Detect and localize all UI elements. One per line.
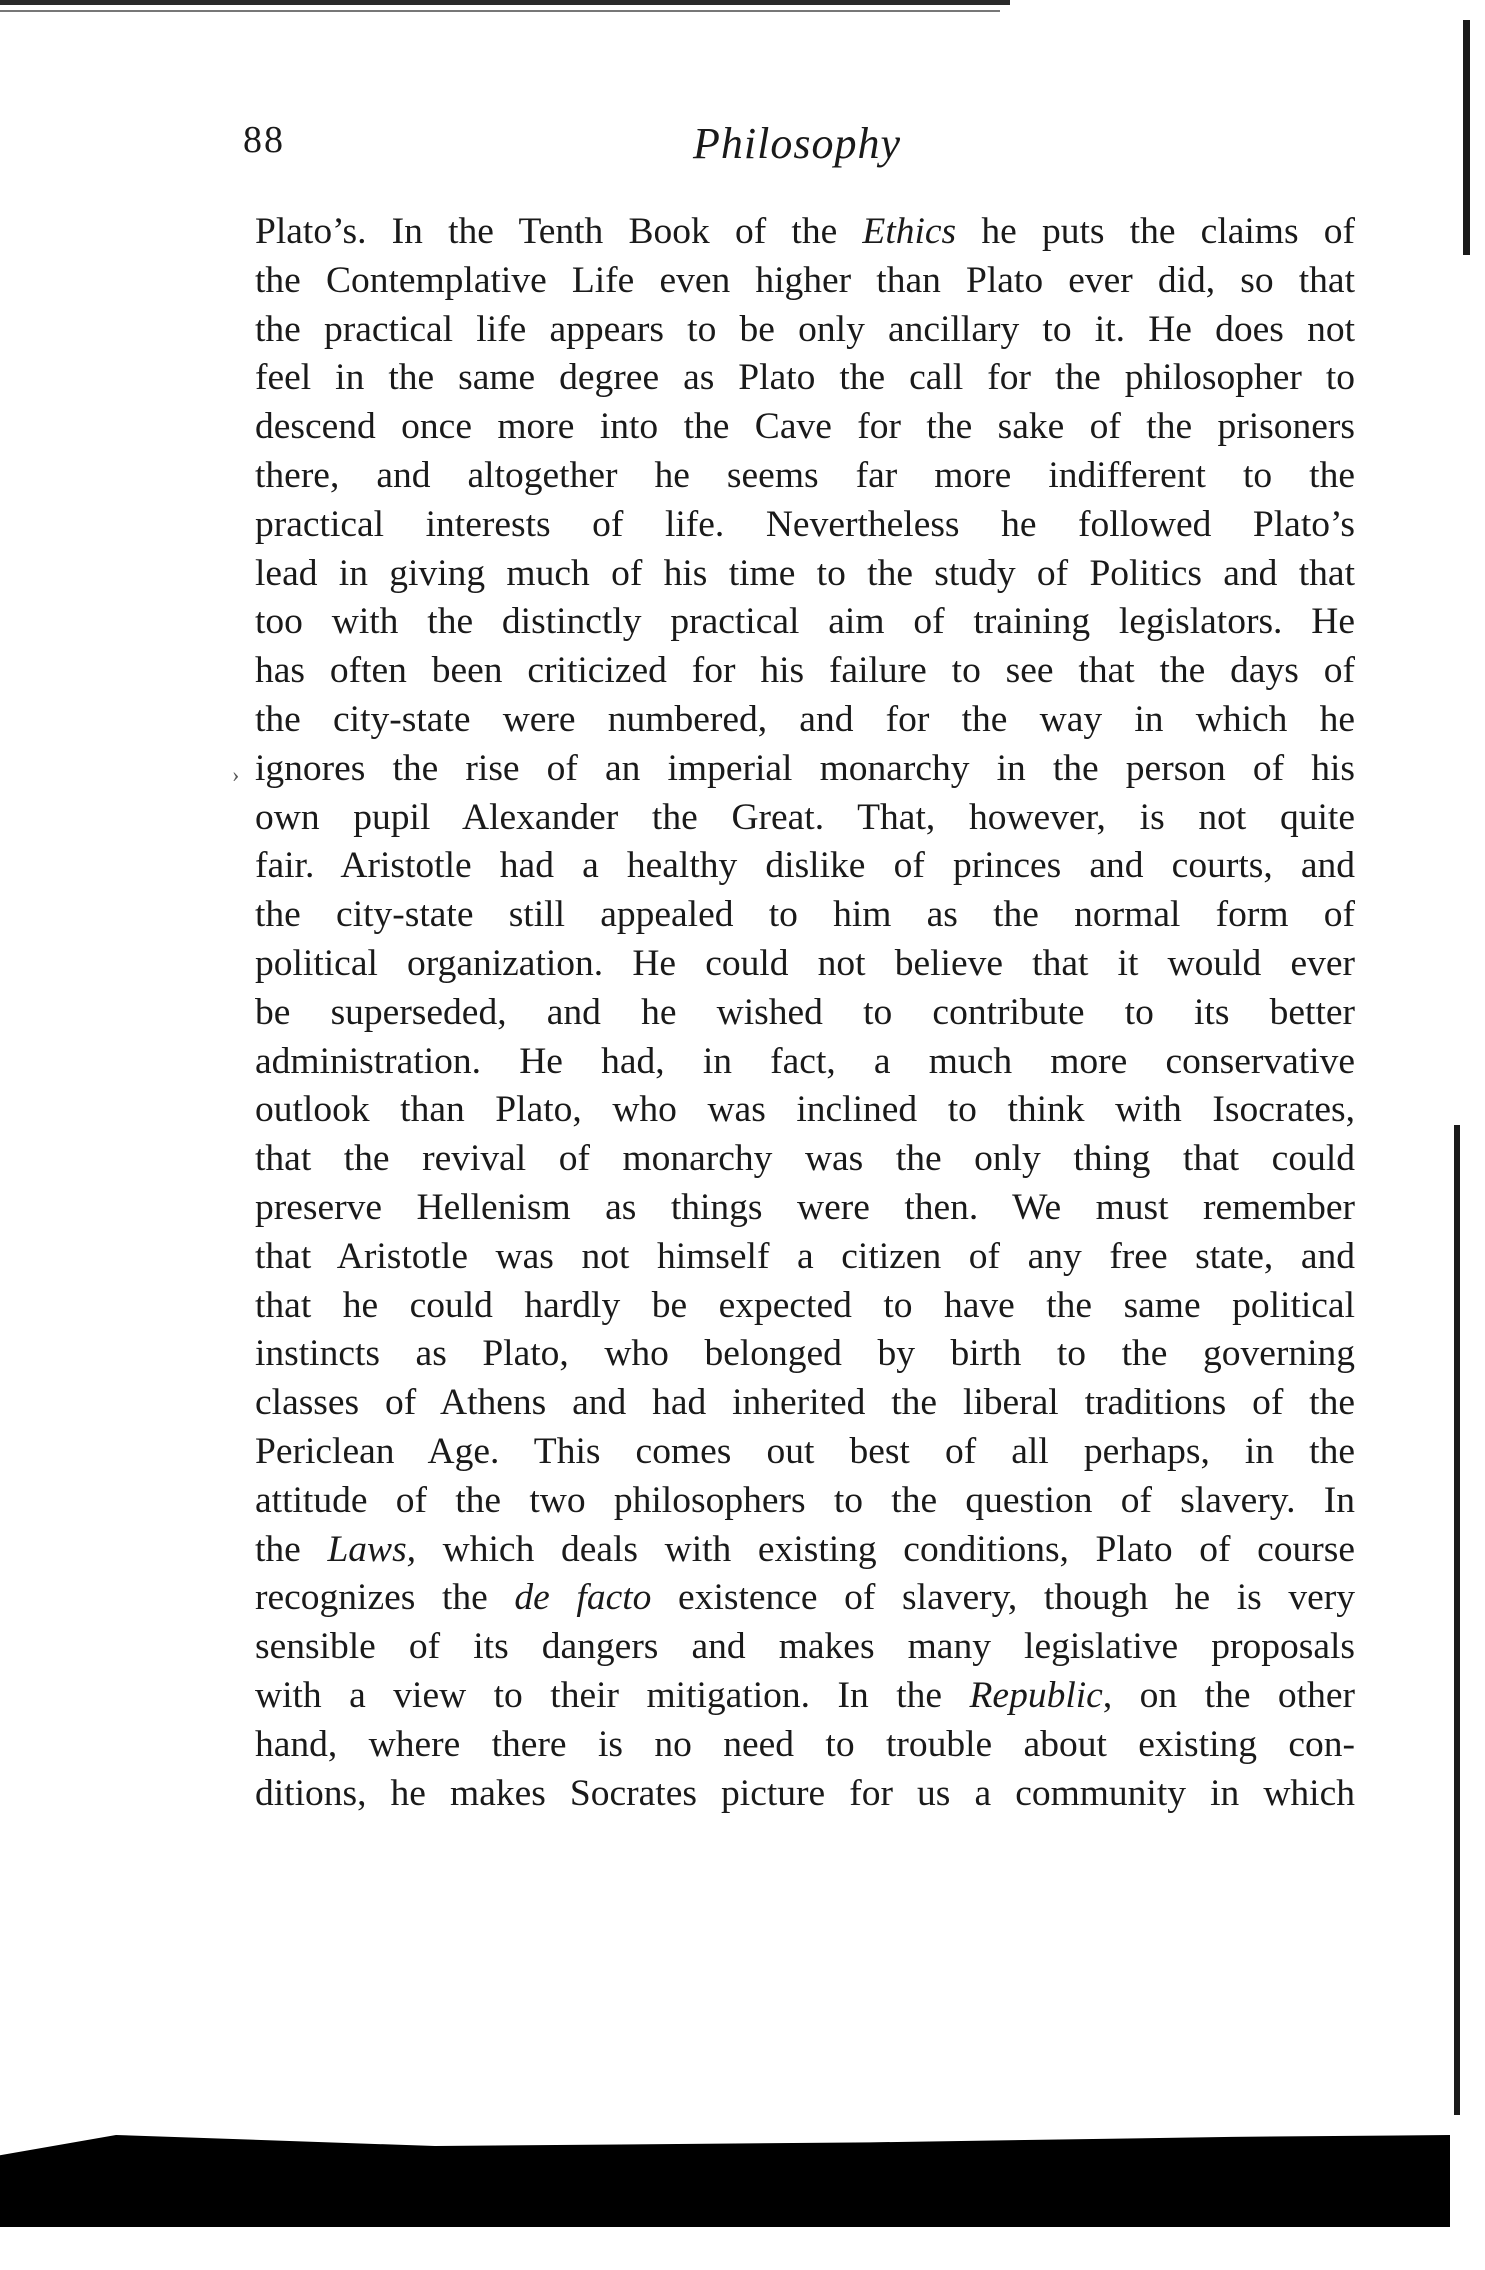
text-segment: lead in giving much of his time to the study of Politics and that xyxy=(255,552,1355,594)
text-segment: existence of slavery, though he is very xyxy=(651,1577,1356,1619)
text-segment: be superseded, and he wished to contribute to its better xyxy=(255,991,1355,1033)
text-segment: there, and altogether he seems far more indifferent to the xyxy=(255,454,1355,496)
text-line xyxy=(255,1721,1355,1770)
text-segment: descend once more into the Cave for the sake of the prisoners xyxy=(255,406,1355,448)
text-line xyxy=(255,598,1355,647)
text-line xyxy=(255,550,1355,599)
text-line xyxy=(255,1526,1355,1575)
italic-text: de facto xyxy=(514,1577,652,1619)
italic-text: Republic xyxy=(969,1674,1103,1716)
text-segment: which deals with existing conditions, Plato of course xyxy=(416,1528,1355,1570)
text-segment: instincts as Plato, who belonged by birth to the governing xyxy=(255,1333,1355,1375)
text-segment: the city-state still appealed to him as the normal form of xyxy=(255,894,1355,936)
text-segment: Plato’s. In the Tenth Book of the xyxy=(255,211,863,252)
text-segment: political organization. He could not believe that it would ever xyxy=(255,942,1355,984)
scan-bottom-edge xyxy=(0,2135,1450,2227)
text-line xyxy=(255,306,1355,355)
text-line xyxy=(255,354,1355,403)
text-line xyxy=(255,1574,1355,1623)
text-segment: feel in the same degree as Plato the call for the philosopher to xyxy=(255,357,1355,399)
text-line xyxy=(255,1330,1355,1379)
text-line xyxy=(255,696,1355,745)
page-number: 88 xyxy=(243,119,285,161)
text-segment: the city-state were numbered, and for the way in which he xyxy=(255,698,1355,740)
italic-text: Ethics xyxy=(862,211,957,252)
text-segment: that he could hardly be expected to have the same political xyxy=(255,1284,1355,1326)
text-line xyxy=(255,208,1355,257)
text-line xyxy=(255,1379,1355,1428)
text-segment: has often been criticized for his failure to see that the days of xyxy=(255,650,1355,692)
text-line xyxy=(255,989,1355,1038)
text-line xyxy=(255,794,1355,843)
text-segment: ditions, he makes Socrates picture for us a community in which xyxy=(255,1772,1355,1814)
text-segment: attitude of the two philosophers to the question of slavery. In xyxy=(255,1479,1355,1521)
text-line xyxy=(255,1086,1355,1135)
margin-mark: › xyxy=(232,762,240,787)
text-line xyxy=(255,1623,1355,1672)
text-line xyxy=(255,1233,1355,1282)
text-line xyxy=(255,1672,1355,1721)
text-segment: preserve Hellenism as things were then. We must remember xyxy=(255,1186,1355,1228)
text-segment: classes of Athens and had inherited the liberal traditions of the xyxy=(255,1382,1355,1424)
text-segment: outlook than Plato, who was inclined to think with Isocrates, xyxy=(255,1089,1355,1131)
text-segment: with a view to their mitigation. In the xyxy=(255,1674,970,1716)
text-segment: hand, where there is no need to trouble about existing con- xyxy=(255,1723,1355,1765)
text-line xyxy=(255,257,1355,306)
text-line xyxy=(255,1477,1355,1526)
text-segment: the Contemplative Life even higher than Plato ever did, so that xyxy=(255,259,1355,301)
text-line xyxy=(255,647,1355,696)
text-line xyxy=(255,940,1355,989)
text-segment: he puts the claims of xyxy=(956,211,1355,252)
text-segment: the xyxy=(255,1528,328,1570)
body-text xyxy=(255,208,1355,1818)
text-segment: that Aristotle was not himself a citizen of any free state, and xyxy=(255,1235,1355,1277)
text-line xyxy=(255,891,1355,940)
text-segment: recognizes the xyxy=(255,1577,515,1619)
text-segment: own pupil Alexander the Great. That, however, is not quite xyxy=(255,796,1355,838)
scan-right-edge-bottom xyxy=(1454,1125,1460,2115)
text-line xyxy=(255,1184,1355,1233)
text-segment: , on the other xyxy=(1102,1674,1355,1716)
text-line xyxy=(255,745,1355,794)
text-line xyxy=(255,501,1355,550)
text-segment: fair. Aristotle had a healthy dislike of princes and courts, and xyxy=(255,845,1355,887)
scan-right-edge-top xyxy=(1463,20,1470,255)
text-line xyxy=(255,1770,1355,1819)
text-segment: ignores the rise of an imperial monarchy in the person of his xyxy=(255,747,1355,789)
text-line xyxy=(255,403,1355,452)
text-line xyxy=(255,1282,1355,1331)
text-segment: that the revival of monarchy was the only thing that could xyxy=(255,1138,1355,1180)
text-segment: too with the distinctly practical aim of training legislators. He xyxy=(255,601,1355,643)
text-line xyxy=(255,1428,1355,1477)
text-segment: sensible of its dangers and makes many legislative proposals xyxy=(255,1626,1355,1668)
text-segment: the practical life appears to be only ancillary to it. He does not xyxy=(255,308,1355,350)
text-line xyxy=(255,452,1355,501)
scan-top-edge-thin xyxy=(0,10,1000,12)
text-line xyxy=(255,1038,1355,1087)
text-segment: administration. He had, in fact, a much more conservative xyxy=(255,1040,1355,1082)
running-head: Philosophy xyxy=(693,119,901,168)
text-line xyxy=(255,1135,1355,1184)
scan-top-edge xyxy=(0,0,1010,5)
text-segment: Periclean Age. This comes out best of all perhaps, in the xyxy=(255,1430,1355,1472)
text-line xyxy=(255,842,1355,891)
italic-text: Laws, xyxy=(327,1528,417,1570)
text-segment: practical interests of life. Nevertheless he followed Plato’s xyxy=(255,503,1355,545)
